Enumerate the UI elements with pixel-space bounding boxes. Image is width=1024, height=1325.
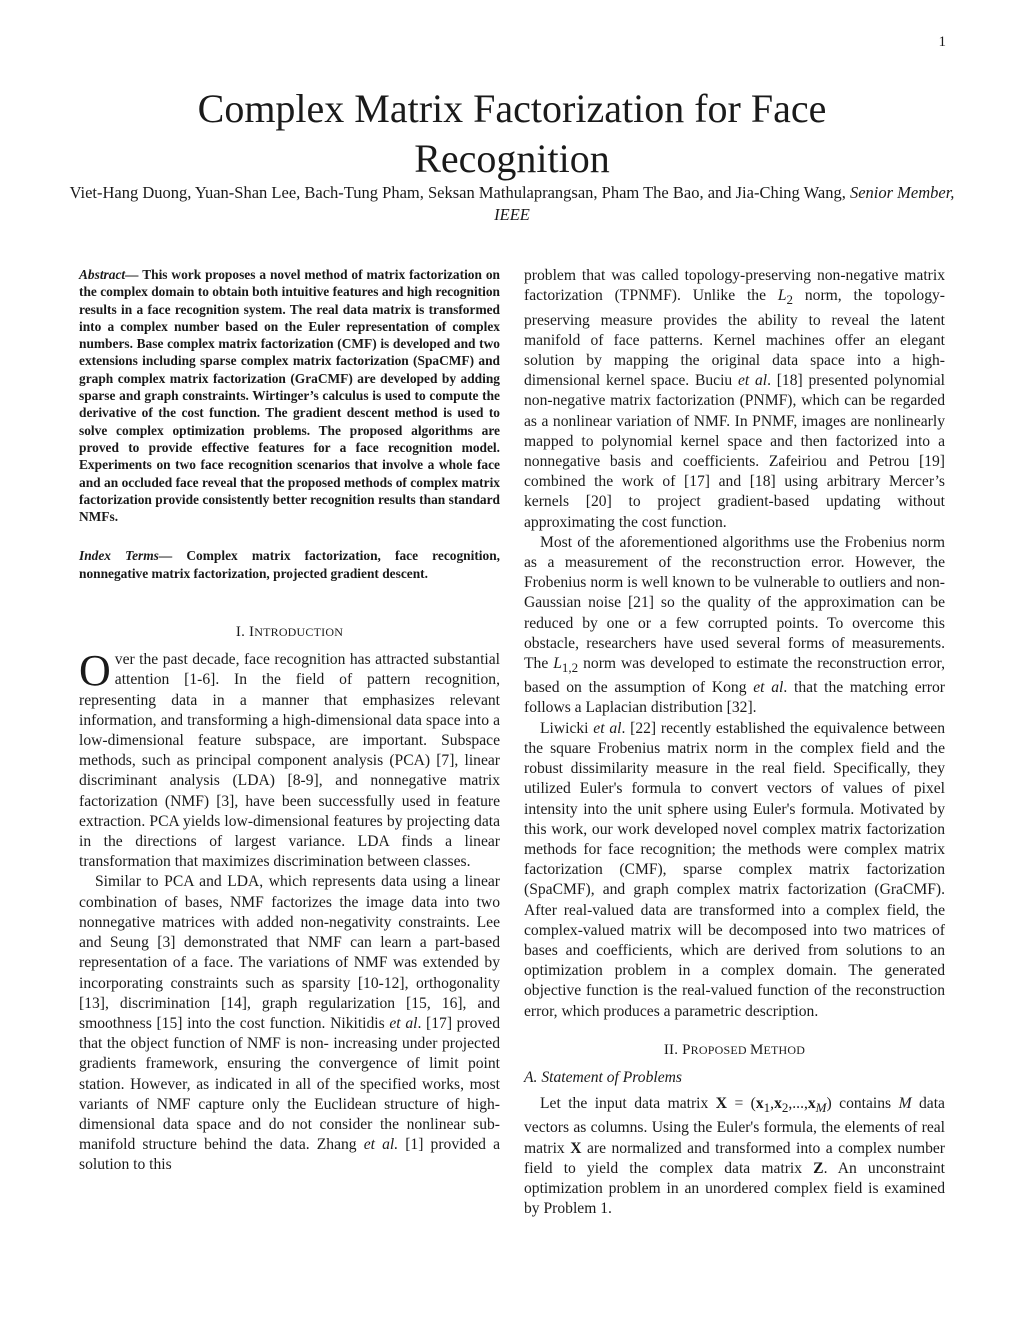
intro-p2-etal-1: et al	[389, 1014, 418, 1032]
intro-p5-a: Liwicki	[540, 719, 589, 737]
section-2-numeral: II.	[663, 1041, 679, 1058]
intro-p2-b: . [17] proved that the object function of NMF is non- increasing under projected gradients framework, ensuring the convergence of limit point station. However, as indicated in all of the specified works, most variants of NMF capture only the Euclidean structure of high-dimensional data space and do not consider the nonlinear sub-manifold structure behind the data. Zhang	[79, 1014, 500, 1154]
abstract-text: This work proposes a novel method of matrix factorization on the complex domain to obtain both intuitive features and high recognition results in a face recognition system. The real data matrix is transformed into a complex number based on the Euler representation of complex numbers. Base complex matrix factorization (CMF) is developed and two extensions including sparse complex matrix factorization (SpaCMF) and graph complex matrix factorization (GraCMF) are developed by adding sparse and graph constraints. Wirtinger’s calculus is used to compute the derivative of the cost function. The gradient descent method is used to solve complex optimization problems. The proposed algorithms are proved to provide effective features for a face recognition model. Experiments on two face recognition scenarios that involve a whole face and an occluded face reveal that the proposed methods of complex matrix factorization provide consistently better recognition results than standard NMFs.	[79, 267, 500, 525]
section-heading-introduction	[79, 622, 500, 642]
subsection-heading	[524, 1068, 945, 1088]
method-paragraph-1	[524, 1094, 945, 1219]
eq-sub-m: M	[815, 1100, 827, 1116]
section-title-cap: I	[249, 624, 255, 641]
eq-x1: x	[755, 1095, 764, 1113]
index-terms	[79, 547, 500, 582]
subsection-title: Statement of Problems	[541, 1068, 682, 1086]
method-p1-e: . An unconstraint optimization problem in an unordered complex field is examined by Problem 1.	[524, 1159, 946, 1218]
l12-norm-subscript: 1,2	[561, 660, 579, 676]
intro-p5-etal: et al	[593, 719, 622, 737]
intro-p3-etal: et al	[737, 372, 768, 390]
intro-p3-c: . [18] presented polynomial non-negative matrix factorization (PNMF), which can be regarded as a nonlinear variation of NMF. In PNMF, images are nonlinearly mapped to polynomial kernel space and then factorized into a nonnegative basis and coefficients. Zafeiriou and Petrou [19] combined the work of [17] and [18] using arbitrary Mercer’s kernels [20] to project gradient-based updating without approximating the cost function.	[524, 372, 945, 531]
section-2-rest-1: ROPOSED	[690, 1042, 750, 1057]
index-terms-text: Complex matrix factorization, face recognition, nonnegative matrix factorization, projected gradient descent.	[79, 548, 500, 581]
authors-names: Viet-Hang Duong, Yuan-Shan Lee, Bach-Tung Pham, Seksan Mathulaprangsan, Pham The Bao, and Jia-Ching Wang,	[69, 183, 846, 202]
intro-p1-text: ver the past decade, face recognition has attracted substantial attention [1-6]. In the field of pattern recognition, representing data in a manner that emphasizes relevant information, and transforming a high-dimensional data space into a low-dimensional feature subspace, are important. Subspace methods, such as principal component analysis (PCA) [7], linear discriminant analysis (LDA) [8-9], and nonnegative matrix factorization (NMF) [3], have been successfully used in feature extraction. PCA yields low-dimensional features by projecting data in the directions of largest variance. LDA finds a linear transformation that maximizes discrimination between classes.	[79, 651, 500, 871]
intro-paragraph-3	[524, 266, 945, 533]
intro-paragraph-4	[524, 533, 945, 719]
drop-cap: O	[79, 646, 111, 696]
intro-p4-b: norm was developed to estimate the reconstruction error, based on the assumption of Kong	[524, 654, 945, 697]
method-p1-x: X	[570, 1139, 582, 1157]
title-line-1: Complex Matrix Factorization for Face	[197, 86, 827, 131]
intro-paragraph-1	[79, 646, 500, 872]
index-terms-label: Index Terms—	[79, 548, 173, 564]
eq-xm: x	[807, 1095, 816, 1113]
eq-dots: ,...,	[788, 1095, 808, 1113]
eq-sub-2: 2	[781, 1100, 789, 1116]
intro-p4-a: Most of the aforementioned algorithms use the Frobenius norm as a measurement of the reconstruction error. However, the Frobenius norm is well known to be vulnerable to outliers and non-Gaussian noise [21] so the quality of the approximation can be reduced by one or a few corrupted points. To overcome this obstacle, researchers have used several forms of measurements. The	[524, 533, 945, 672]
method-p1-c: data vectors as columns. Using the Euler's formula, the elements of real matrix	[524, 1095, 945, 1157]
section-heading-proposed-method	[524, 1040, 945, 1060]
section-2-rest-2: ETHOD	[763, 1042, 806, 1057]
intro-p3-a: problem that was called topology-preserving non-negative matrix factorization (TPNMF). Unlike the	[524, 267, 945, 305]
intro-paragraph-2	[79, 872, 500, 1175]
method-p1-m: M	[898, 1095, 912, 1113]
author-role: Senior Member, IEEE	[494, 183, 955, 224]
intro-p4-etal: et al	[753, 679, 784, 697]
right-column	[524, 266, 945, 1219]
abstract	[79, 266, 500, 525]
intro-p2-a: Similar to PCA and LDA, which represents data using a linear combination of bases, NMF factorizes the image data into two nonnegative matrices with added non-negativity constraints. Lee and Seung [3] demonstrated that NMF can learn a part-based representation of a face. The variations of NMF was extended by incorporating constraints such as sparsity [10-12], orthogonality [13], discrimination [14], graph regularization [15, 16], and smoothness [15] into the cost function. Nikitidis	[79, 873, 500, 1032]
section-2-cap-1: P	[682, 1041, 691, 1058]
eq-equals: = (	[727, 1095, 756, 1113]
section-2-cap-2: M	[749, 1041, 764, 1058]
eq-sub-1: 1	[763, 1100, 771, 1116]
section-title-rest: NTRODUCTION	[254, 625, 344, 640]
eq-matrix-x: X	[715, 1095, 728, 1113]
eq-x2: x	[774, 1095, 782, 1113]
method-p1-a: Let the input data matrix	[540, 1095, 709, 1113]
intro-p5-b: . [22] recently established the equivalence between the square Frobenius matrix norm in the complex field and the robust dissimilarity measure in the real field. Specifically, they utilized Euler's formula to convert vectors of values of pixel intensity into the unit sphere using Euler's formula. Motivated by this work, our work developed novel complex matrix factorization methods for face recognition; the methods were complex matrix factorization (CMF), sparse complex matrix factorization (SpaCMF), and graph complex matrix factorization (GraCMF). After real-valued data are transformed into a complex field, the complex-valued matrix will be decomposed into two matrices of bases and coefficients, which are derived from solutions to an optimization problem in a complex domain. The generated objective function is the real-valued function of the reconstruction error, which produces a parametric description.	[524, 719, 945, 1020]
l12-norm-symbol: L	[553, 654, 562, 672]
eq-close: )	[826, 1095, 832, 1113]
author-list	[60, 182, 964, 226]
left-column	[79, 266, 500, 1176]
intro-paragraph-5	[524, 719, 945, 1022]
l2-norm-symbol: L	[777, 287, 787, 305]
intro-p2-c: [1] provided a solution to this	[79, 1136, 500, 1174]
intro-p4-c: . that the matching error follows a Laplacian distribution [32].	[524, 679, 945, 717]
method-p1-d: are normalized and transformed into a complex number field to yield the complex data matrix	[524, 1139, 945, 1177]
inline-equation: $X = (x_1,x_2,...,x_M)$	[715, 1095, 832, 1116]
l2-norm-subscript: 2	[786, 292, 794, 308]
intro-p2-etal-2: et al.	[363, 1136, 399, 1154]
method-p1-b: contains	[839, 1095, 892, 1113]
page-number: 1	[938, 34, 946, 50]
paper-title	[0, 84, 1024, 184]
title-line-2: Recognition	[414, 136, 610, 181]
abstract-label: Abstract—	[79, 267, 139, 282]
intro-p3-b: norm, the topology-preserving measure provides the ability to reveal the latent manifold of face patterns. Kernel machines offer an elegant solution by mapping the original data space into a high-dimensional kernel space. Buciu	[524, 287, 945, 390]
subsection-label: A.	[524, 1068, 538, 1086]
section-numeral: I.	[235, 624, 246, 641]
method-p1-z: Z	[813, 1159, 824, 1177]
